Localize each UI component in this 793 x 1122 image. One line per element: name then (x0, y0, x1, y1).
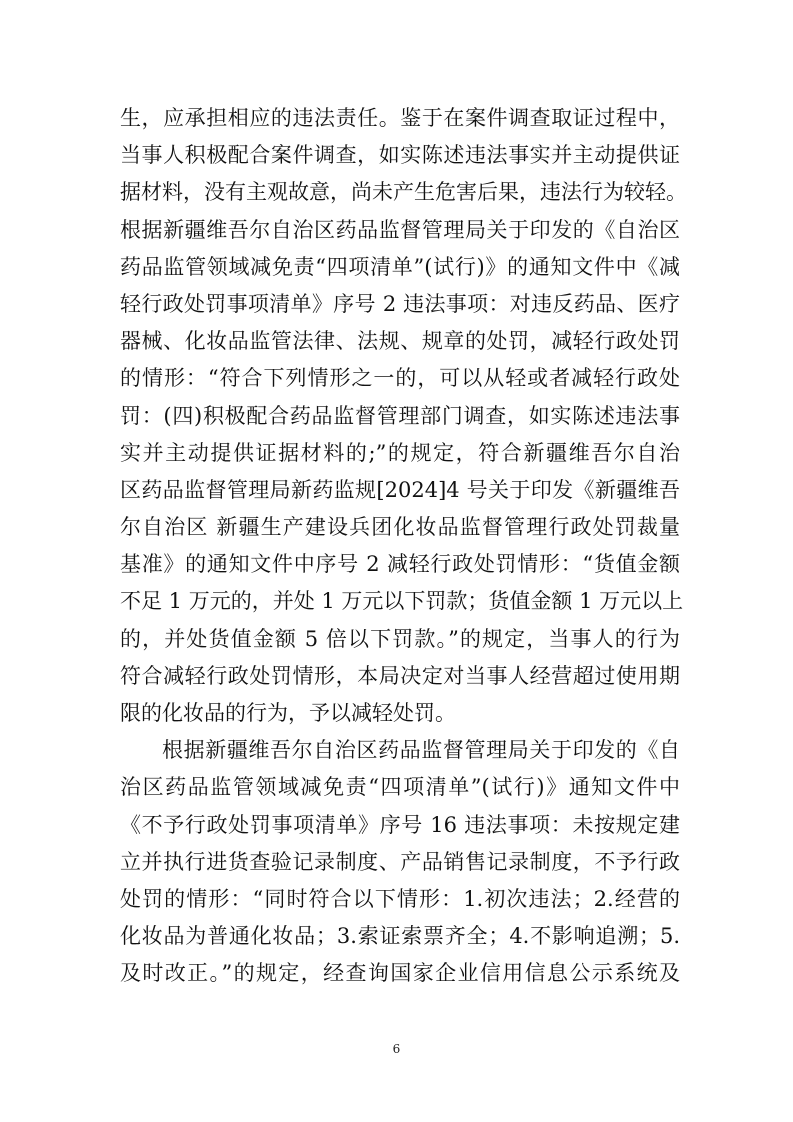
text-line: 轻行政处罚事项清单》序号 2 违法事项：对违反药品、医疗 (120, 291, 680, 316)
text-line: 尔自治区 新疆生产建设兵团化妆品监督管理行政处罚裁量 (120, 515, 680, 540)
text-line: 基准》的通知文件中序号 2 减轻行政处罚情形：“货值金额 (120, 552, 680, 577)
text-line: 限的化妆品的行为，予以减轻处罚。 (120, 701, 456, 725)
text-line: 罚：(四)积极配合药品监督管理部门调查，如实陈述违法事 (120, 403, 680, 428)
text-line: 药品监管领域减免责“四项清单”(试行)》的通知文件中《减 (120, 254, 680, 279)
text-line: 《不予行政处罚事项清单》序号 16 违法事项：未按规定建 (120, 812, 680, 837)
text-line: 及时改正。”的规定，经查询国家企业信用信息公示系统及 (120, 961, 680, 986)
text-line: 器械、化妆品监管法律、法规、规章的处罚，减轻行政处罚 (120, 329, 680, 354)
text-line: 不足 1 万元的，并处 1 万元以下罚款；货值金额 1 万元以上 (120, 589, 684, 614)
text-line: 符合减轻行政处罚情形，本局决定对当事人经营超过使用期 (120, 663, 680, 688)
text-line: 据材料，没有主观故意，尚未产生危害后果，违法行为较轻。 (120, 180, 687, 205)
text-line: 生，应承担相应的违法责任。鉴于在案件调查取证过程中， (120, 106, 680, 130)
text-line: 立并执行进货查验记录制度、产品销售记录制度，不予行政 (120, 849, 680, 874)
text-line: 处罚的情形：“同时符合以下情形：1.初次违法；2.经营的 (120, 886, 680, 911)
text-line: 根据新疆维吾尔自治区药品监督管理局关于印发的《自治区 (120, 217, 680, 242)
text-line: 实并主动提供证据材料的;”的规定，符合新疆维吾尔自治 (120, 440, 680, 465)
text-line: 治区药品监管领域减免责“四项清单”(试行)》通知文件中 (120, 775, 680, 800)
text-line: 的情形：“符合下列情形之一的，可以从轻或者减轻行政处 (120, 366, 680, 391)
paragraph-2 (120, 732, 680, 992)
text-line: 当事人积极配合案件调查，如实陈述违法事实并主动提供证 (120, 143, 680, 168)
text-line: 化妆品为普通化妆品；3.索证索票齐全；4.不影响追溯；5. (120, 924, 680, 949)
page-number: 6 (392, 1042, 401, 1056)
text-line: 区药品监督管理局新药监规[2024]4 号关于印发《新疆维吾 (120, 477, 680, 502)
document-body (120, 100, 687, 993)
text-line: 的，并处货值金额 5 倍以下罚款。”的规定，当事人的行为 (120, 626, 680, 651)
paragraph-1 (120, 100, 687, 732)
text-line: 根据新疆维吾尔自治区药品监督管理局关于印发的《自 (162, 738, 680, 763)
